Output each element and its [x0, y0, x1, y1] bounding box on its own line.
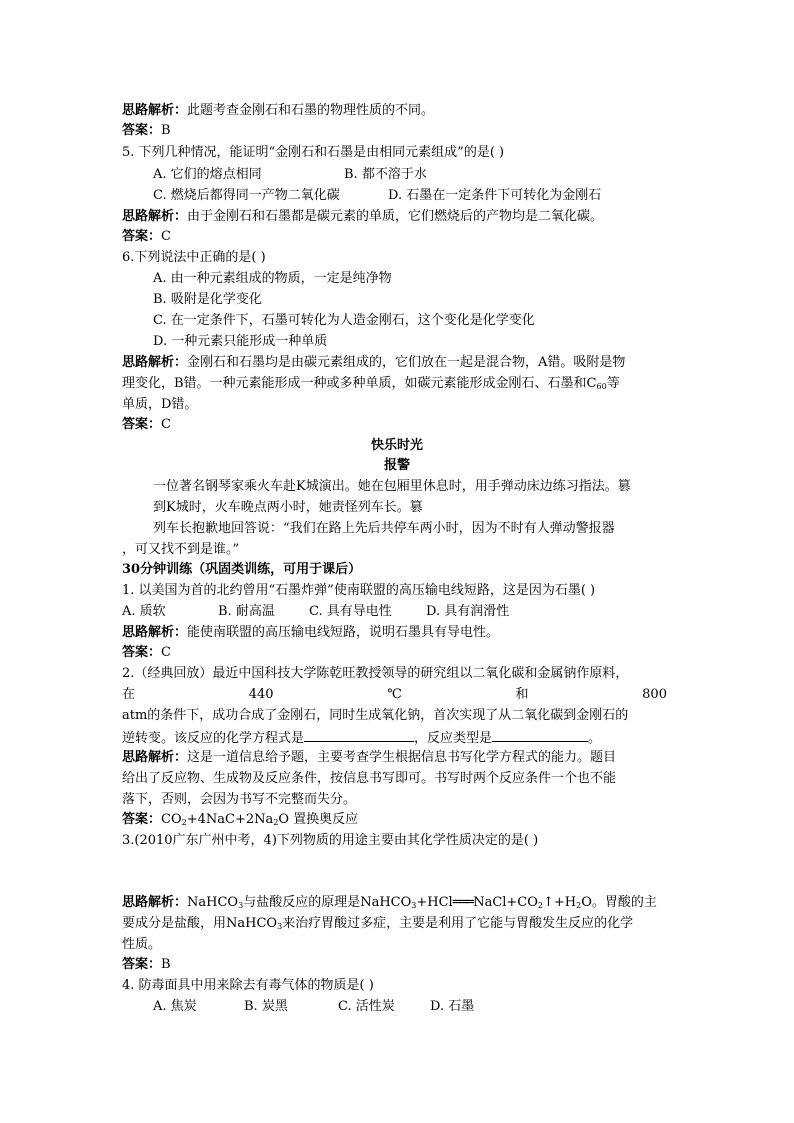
t-q4-option-c: C. 活性炭 — [338, 999, 395, 1014]
q5-option-a: A. 它们的熔点相同 — [153, 167, 262, 182]
q5-stem: 5. 下列几种情况，能证明“金刚石和石墨是由相同元素组成”的是( ) — [122, 145, 505, 160]
training-heading: 30分钟训练（巩固类训练，可用于课后） — [122, 562, 362, 577]
q6-analysis-line-2: 理变化，B错。一种元素能形成一种或多种单质，如碳元素能形成金刚石、石墨和$C_{60}$等 — [122, 376, 620, 391]
answer-label: 答案： — [122, 645, 162, 660]
reaction-arrow: ═══ — [452, 895, 474, 910]
q6-analysis-line-3: 单质，D错。 — [122, 397, 198, 412]
t-q1-answer: 答案：C — [122, 645, 171, 660]
intro-analysis: 思路解析：此题考查金刚石和石墨的物理性质的不同。 — [122, 103, 435, 118]
q5-analysis: 思路解析：由于金刚石和石墨都是碳元素的单质，它们燃烧后的产物均是二氧化碳。 — [122, 209, 604, 224]
q5-option-b: B. 都不溶于水 — [344, 167, 427, 182]
analysis-label: 思路解析： — [122, 209, 188, 224]
intro-answer: 答案：B — [122, 123, 171, 138]
t-q3-analysis-3: 性质。 — [122, 937, 162, 952]
t-q1-option-b: B. 耐高温 — [218, 604, 275, 619]
t-q1-option-a: A. 质软 — [122, 604, 166, 619]
q6-answer: 答案：C — [122, 417, 171, 432]
story-line-1: 一位著名钢琴家乘火车赴K城演出。她在包厢里休息时，用手弹动床边练习指法。篡 — [153, 479, 631, 494]
t-q1-stem: 1. 以美国为首的北约曾用“石墨炸弹”使南联盟的高压输电线短路，这是因为石墨( ) — [122, 583, 596, 598]
answer-label: 答案： — [122, 812, 162, 827]
t-q4-option-a: A. 焦炭 — [153, 999, 197, 1014]
q5-answer: 答案：C — [122, 229, 171, 244]
t-q2-analysis-1: 思路解析：这是一道信息给予题，主要考查学生根据信息书写化学方程式的能力。题目 — [122, 750, 617, 765]
t-q2-stem-2: 在 440 ℃ 和 800 — [122, 687, 667, 702]
t-q1-analysis: 思路解析：能使南联盟的高压输电线短路，说明石墨具有导电性。 — [122, 625, 500, 640]
story-title: 报警 — [383, 458, 410, 473]
story-line-4: ，可又找不到是谁。” — [122, 542, 240, 557]
answer-label: 答案： — [122, 229, 162, 244]
q6-option-b: B. 吸附是化学变化 — [153, 292, 262, 307]
story-line-3: 列车长抱歉地回答说：“我们在路上先后共停车两小时，因为不时有人弹动警报器 — [153, 521, 615, 536]
q6-option-a: A. 由一种元素组成的物质，一定是纯净物 — [153, 271, 392, 286]
equation-blank[interactable] — [304, 727, 414, 742]
story-line-2: 到K城时，火车晚点两小时，她责怪列车长。篡 — [153, 500, 423, 515]
answer-label: 答案： — [122, 417, 162, 432]
t-q3-analysis-2: 要成分是盐酸，用NaHCO$_3$来治疗胃酸过多症，主要是利用了它能与胃酸发生反应的化学 — [122, 916, 634, 931]
analysis-label: 思路解析： — [122, 625, 188, 640]
q5-option-d: D. 石墨在一定条件下可转化为金刚石 — [388, 188, 602, 203]
t-q2-stem-1: 2.（经典回放）最近中国科技大学陈乾旺教授领导的研究组以二氧化碳和金属钠作原料， — [122, 666, 629, 681]
section-title: 快乐时光 — [370, 438, 423, 453]
analysis-label: 思路解析： — [122, 103, 188, 118]
t-q4-stem: 4. 防毒面具中用来除去有毒气体的物质是( ) — [122, 978, 374, 993]
t-q4-option-b: B. 炭黑 — [244, 999, 288, 1014]
reaction-type-blank[interactable] — [492, 727, 588, 742]
analysis-label: 思路解析： — [122, 355, 188, 370]
t-q2-answer: 答案：$CO_2+4NaC+2Na_2O$ 置换奥反应 — [122, 812, 359, 827]
t-q2-analysis-2: 给出了反应物、生成物及反应条件，按信息书写即可。书写时两个反应条件一个也不能 — [122, 771, 617, 786]
q6-analysis-line-1: 思路解析：金刚石和石墨均是由碳元素组成的，它们放在一起是混合物，A错。吸附是物 — [122, 355, 626, 370]
q6-option-d: D. 一种元素只能形成一种单质 — [153, 334, 328, 349]
analysis-label: 思路解析： — [122, 750, 188, 765]
t-q1-option-c: C. 具有导电性 — [309, 604, 392, 619]
t-q1-option-d: D. 具有润滑性 — [426, 604, 510, 619]
q5-option-c: C. 燃烧后都得同一产物二氧化碳 — [153, 188, 340, 203]
t-q4-option-d: D. 石墨 — [430, 999, 475, 1014]
t-q2-analysis-3: 落下，否则，会因为书写不完整而失分。 — [122, 792, 357, 807]
answer-label: 答案： — [122, 957, 162, 972]
t-q2-stem-3: atm的条件下，成功合成了金刚石，同时生成氧化钠，首次实现了从二氧化碳到金刚石的 — [122, 708, 629, 723]
t-q2-stem-4: 逆转变。该反应的化学方程式是 ，反应类型是 。 — [122, 727, 601, 749]
q6-option-c: C. 在一定条件下，石墨可转化为人造金刚石，这个变化是化学变化 — [153, 313, 535, 328]
t-q3-analysis-1: 思路解析：NaHCO$_3$与盐酸反应的原理是$NaHCO_3+HCl═══NaCl+CO_2↑+H_2O$。胃酸的主 — [122, 895, 657, 910]
q6-stem: 6.下列说法中正确的是( ) — [122, 250, 266, 265]
answer-label: 答案： — [122, 123, 162, 138]
t-q3-answer: 答案：B — [122, 957, 171, 972]
analysis-label: 思路解析： — [122, 895, 188, 910]
t-q3-stem: 3.(2010广东广州中考，4)下列物质的用途主要由其化学性质决定的是( ) — [122, 833, 539, 848]
